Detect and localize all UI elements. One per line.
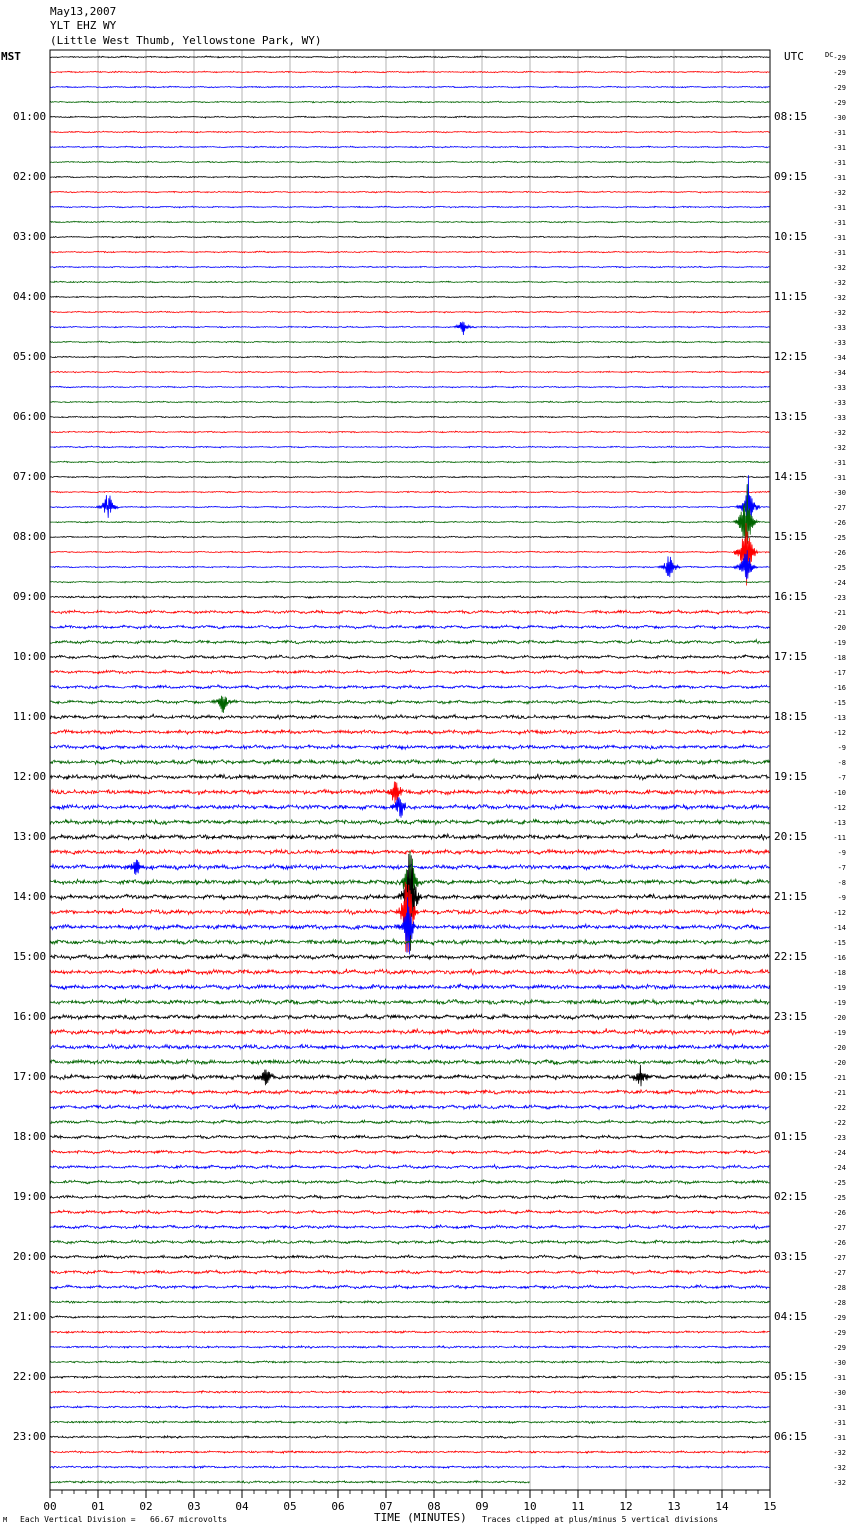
dc-offset-label: -28 xyxy=(833,1284,846,1292)
trace-row xyxy=(50,984,769,990)
dc-offset-label: -29 xyxy=(833,1314,846,1322)
trace-row xyxy=(50,1346,769,1349)
dc-offset-label: -9 xyxy=(837,894,846,902)
trace-row xyxy=(50,431,769,433)
dc-offset-label: -31 xyxy=(833,129,846,137)
trace-row xyxy=(50,56,769,58)
dc-offset-label: -23 xyxy=(833,1134,846,1142)
mst-hour-label: 23:00 xyxy=(13,1430,47,1443)
dc-offset-label: -19 xyxy=(833,999,846,1007)
trace-row xyxy=(50,491,769,493)
dc-offset-label: -32 xyxy=(833,1464,846,1472)
scale-note: Each Vertical Division = 66.67 microvolts xyxy=(20,1515,228,1524)
x-tick-label: 07 xyxy=(379,1500,393,1513)
trace-row xyxy=(50,401,769,403)
mst-hour-label: 10:00 xyxy=(13,650,47,663)
trace-row xyxy=(50,1028,769,1035)
trace-row xyxy=(50,116,769,118)
utc-hour-label: 20:15 xyxy=(774,830,808,843)
mst-hour-label: 19:00 xyxy=(13,1190,47,1203)
trace-row xyxy=(50,596,769,599)
dc-offset-label: -21 xyxy=(833,1089,846,1097)
dc-offset-label: -25 xyxy=(833,564,846,572)
x-tick-label: 15 xyxy=(763,1500,777,1513)
trace-row xyxy=(50,696,769,713)
x-tick-label: 09 xyxy=(475,1500,489,1513)
dc-offset-label: -29 xyxy=(833,54,846,62)
dc-offset-label: -31 xyxy=(833,249,846,257)
dc-offset-label: -17 xyxy=(833,669,846,677)
dc-offset-label: -16 xyxy=(833,684,846,692)
trace-row xyxy=(50,730,769,735)
utc-hour-label: 15:15 xyxy=(774,530,808,543)
dc-offset-label: -13 xyxy=(833,714,846,722)
utc-hour-label: 00:15 xyxy=(774,1070,808,1083)
dc-offset-label: -18 xyxy=(833,654,846,662)
dc-offset-label: -26 xyxy=(833,1239,846,1247)
trace-row xyxy=(50,999,769,1005)
station-code: YLT EHZ WY xyxy=(50,19,117,32)
dc-offset-label: -31 xyxy=(833,1374,846,1382)
trace-row xyxy=(50,1316,769,1319)
trace-row xyxy=(50,176,769,178)
trace-row xyxy=(50,1014,769,1020)
trace-row xyxy=(50,461,769,463)
utc-hour-label: 10:15 xyxy=(774,230,808,243)
x-tick-label: 01 xyxy=(91,1500,105,1513)
trace-row xyxy=(50,819,769,825)
utc-hour-label: 13:15 xyxy=(774,410,808,423)
trace-row xyxy=(50,161,769,163)
trace-row xyxy=(50,1391,769,1394)
dc-offset-label: -29 xyxy=(833,99,846,107)
dc-offset-label: -16 xyxy=(833,954,846,962)
dc-offset-label: -26 xyxy=(833,1209,846,1217)
dc-offset-label: -15 xyxy=(833,699,846,707)
dc-offset-label: -27 xyxy=(833,1269,846,1277)
trace-row xyxy=(50,745,769,750)
dc-offset-label: -15 xyxy=(833,939,846,947)
trace-row xyxy=(50,581,769,583)
utc-hour-label: 02:15 xyxy=(774,1190,808,1203)
mst-hour-label: 08:00 xyxy=(13,530,47,543)
trace-row xyxy=(50,969,769,975)
dc-offset-label: -26 xyxy=(833,519,846,527)
utc-hour-label: 16:15 xyxy=(774,590,808,603)
x-tick-label: 08 xyxy=(427,1500,441,1513)
dc-offset-label: -24 xyxy=(833,1149,846,1157)
trace-row xyxy=(50,1044,769,1049)
trace-row xyxy=(50,1210,769,1214)
trace-row xyxy=(50,101,769,103)
trace-row xyxy=(50,1451,769,1454)
dc-offset-label: -32 xyxy=(833,264,846,272)
station-location: (Little West Thumb, Yellowstone Park, WY) xyxy=(50,34,322,47)
mst-hour-label: 20:00 xyxy=(13,1250,47,1263)
x-tick-label: 00 xyxy=(43,1500,57,1513)
dc-offset-label: -32 xyxy=(833,309,846,317)
dc-offset-label: -32 xyxy=(833,279,846,287)
trace-row xyxy=(50,1270,769,1274)
dc-offset-label: -27 xyxy=(833,504,846,512)
dc-offset-label: -31 xyxy=(833,1404,846,1412)
dc-offset-label: -25 xyxy=(833,534,846,542)
trace-row xyxy=(50,1240,769,1244)
dc-offset-label: -25 xyxy=(833,1179,846,1187)
x-tick-label: 04 xyxy=(235,1500,249,1513)
x-tick-label: 14 xyxy=(715,1500,729,1513)
dc-offset-label: -34 xyxy=(833,354,846,362)
trace-row xyxy=(50,625,769,629)
dc-offset-label: -30 xyxy=(833,1359,846,1367)
dc-offset-label: -19 xyxy=(833,984,846,992)
dc-offset-label: -31 xyxy=(833,159,846,167)
dc-offset-label: -33 xyxy=(833,414,846,422)
dc-offset-label: -33 xyxy=(833,339,846,347)
trace-row xyxy=(50,86,769,88)
dc-offset-label: -29 xyxy=(833,84,846,92)
mst-hour-label: 18:00 xyxy=(13,1130,47,1143)
dc-offset-label: -31 xyxy=(833,219,846,227)
dc-offset-label: -33 xyxy=(833,324,846,332)
dc-offset-label: -29 xyxy=(833,1329,846,1337)
seismic-traces xyxy=(50,56,769,1483)
mst-hour-label: 06:00 xyxy=(13,410,47,423)
dc-offset-label: -31 xyxy=(833,459,846,467)
dc-offset-label: -31 xyxy=(833,474,846,482)
trace-row xyxy=(50,523,769,585)
utc-hour-label: 19:15 xyxy=(774,770,808,783)
trace-row xyxy=(50,610,769,614)
dc-offset-label: -20 xyxy=(833,1059,846,1067)
utc-hour-label: 23:15 xyxy=(774,1010,808,1023)
dc-offset-label: -31 xyxy=(833,1419,846,1427)
utc-hour-label: 14:15 xyxy=(774,470,808,483)
plot-date: May13,2007 xyxy=(50,5,117,18)
dc-offset-label: -32 xyxy=(833,1449,846,1457)
dc-label: DC xyxy=(825,51,834,59)
mst-label: MST xyxy=(1,50,21,63)
utc-hour-label: 08:15 xyxy=(774,110,808,123)
dc-offset-label: -11 xyxy=(833,834,846,842)
trace-row xyxy=(50,322,769,335)
dc-offset-label: -31 xyxy=(833,1434,846,1442)
mst-hour-label: 21:00 xyxy=(13,1310,47,1323)
dc-offset-label: -13 xyxy=(833,819,846,827)
utc-hour-label: 03:15 xyxy=(774,1250,808,1263)
utc-hour-label: 17:15 xyxy=(774,650,808,663)
trace-row xyxy=(50,484,769,555)
trace-row xyxy=(50,1104,769,1110)
trace-row xyxy=(50,1135,769,1139)
utc-hour-label: 06:15 xyxy=(774,1430,808,1443)
trace-row xyxy=(50,446,769,448)
dc-offset-label: -30 xyxy=(833,489,846,497)
dc-offset-label: -19 xyxy=(833,1029,846,1037)
trace-row xyxy=(50,536,769,538)
mst-hour-label: 05:00 xyxy=(13,350,47,363)
mst-hour-label: 03:00 xyxy=(13,230,47,243)
dc-offset-label: -20 xyxy=(833,1014,846,1022)
dc-offset-label: -9 xyxy=(837,744,846,752)
dc-offset-label: -32 xyxy=(833,429,846,437)
utc-hour-label: 21:15 xyxy=(774,890,808,903)
trace-row xyxy=(50,281,769,283)
trace-row xyxy=(50,655,769,659)
trace-row xyxy=(50,797,769,818)
mst-hour-label: 15:00 xyxy=(13,950,47,963)
dc-offset-label: -25 xyxy=(833,1194,846,1202)
trace-row xyxy=(50,1331,769,1333)
trace-row xyxy=(50,266,769,268)
utc-hour-label: 04:15 xyxy=(774,1310,808,1323)
x-tick-label: 03 xyxy=(187,1500,201,1513)
x-tick-label: 12 xyxy=(619,1500,633,1513)
mst-hour-label: 04:00 xyxy=(13,290,47,303)
dc-offset-label: -19 xyxy=(833,639,846,647)
trace-row xyxy=(50,311,769,313)
dc-offset-label: -32 xyxy=(833,444,846,452)
mst-hour-label: 16:00 xyxy=(13,1010,47,1023)
trace-row xyxy=(50,71,769,73)
trace-row xyxy=(50,221,769,223)
dc-offset-label: -32 xyxy=(833,189,846,197)
x-tick-label: 13 xyxy=(667,1500,681,1513)
trace-row xyxy=(50,206,769,208)
trace-row xyxy=(50,191,769,193)
dc-offset-label: -12 xyxy=(833,909,846,917)
mst-hour-label: 22:00 xyxy=(13,1370,47,1383)
mst-hour-label: 02:00 xyxy=(13,170,47,183)
trace-row xyxy=(50,236,769,238)
dc-offset-label: -21 xyxy=(833,1074,846,1082)
trace-row xyxy=(50,1301,769,1304)
utc-hour-label: 12:15 xyxy=(774,350,808,363)
trace-row xyxy=(50,1466,769,1468)
dc-offset-label: -34 xyxy=(833,369,846,377)
mst-hour-label: 09:00 xyxy=(13,590,47,603)
dc-offset-label: -21 xyxy=(833,609,846,617)
mst-hour-label: 17:00 xyxy=(13,1070,47,1083)
dc-offset-label: -20 xyxy=(833,624,846,632)
dc-offset-label: -31 xyxy=(833,174,846,182)
dc-offset-label: -33 xyxy=(833,384,846,392)
trace-row xyxy=(50,1406,769,1408)
mst-hour-label: 13:00 xyxy=(13,830,47,843)
mst-hour-label: 07:00 xyxy=(13,470,47,483)
trace-row xyxy=(50,1421,769,1423)
trace-row xyxy=(50,341,769,343)
x-axis-ticks xyxy=(50,1490,770,1498)
trace-row xyxy=(50,296,769,298)
trace-row xyxy=(50,773,769,779)
mst-hour-label: 14:00 xyxy=(13,890,47,903)
dc-offset-label: -9 xyxy=(837,849,846,857)
x-tick-label: 02 xyxy=(139,1500,153,1513)
dc-offset-label: -22 xyxy=(833,1104,846,1112)
dc-offset-label: -7 xyxy=(837,864,846,872)
utc-label: UTC xyxy=(784,50,804,63)
utc-hour-label: 22:15 xyxy=(774,950,808,963)
trace-row xyxy=(50,954,769,959)
dc-offset-label: -12 xyxy=(833,729,846,737)
dc-offset-label: -31 xyxy=(833,204,846,212)
trace-row xyxy=(50,1436,769,1439)
dc-offset-label: -32 xyxy=(833,1479,846,1487)
x-tick-label: 11 xyxy=(571,1500,585,1513)
dc-offset-label: -29 xyxy=(833,69,846,77)
trace-row xyxy=(50,1255,769,1259)
dc-offset-label: -27 xyxy=(833,1254,846,1262)
x-axis-title: TIME (MINUTES) xyxy=(374,1511,467,1524)
dc-offset-label: -7 xyxy=(837,774,846,782)
trace-row xyxy=(50,131,769,133)
utc-hour-label: 05:15 xyxy=(774,1370,808,1383)
trace-row xyxy=(50,1195,769,1199)
trace-row xyxy=(50,640,769,644)
mst-hour-label: 12:00 xyxy=(13,770,47,783)
dc-offset-label: -29 xyxy=(833,1344,846,1352)
utc-hour-label: 11:15 xyxy=(774,290,808,303)
trace-row xyxy=(50,1361,769,1363)
clip-note: Traces clipped at plus/minus 5 vertical divisions xyxy=(482,1515,719,1524)
trace-row xyxy=(50,1376,769,1379)
x-tick-label: 06 xyxy=(331,1500,345,1513)
trace-row xyxy=(50,833,769,840)
trace-row xyxy=(50,670,769,674)
dc-offset-label: -31 xyxy=(833,234,846,242)
trace-row xyxy=(50,251,769,253)
trace-row xyxy=(50,416,769,418)
dc-offset-label: -8 xyxy=(837,759,846,767)
trace-row xyxy=(50,1059,769,1065)
dc-offset-label: -18 xyxy=(833,969,846,977)
dc-offset-label: -22 xyxy=(833,1119,846,1127)
dc-offset-label: -20 xyxy=(833,1044,846,1052)
dc-offset-label: -8 xyxy=(837,879,846,887)
trace-row xyxy=(50,1065,769,1086)
x-tick-label: 10 xyxy=(523,1500,537,1513)
mst-hour-label: 11:00 xyxy=(13,710,47,723)
minute-gridlines xyxy=(98,50,722,1490)
dc-offset-label: -32 xyxy=(833,294,846,302)
trace-row xyxy=(50,146,769,148)
trace-row xyxy=(50,550,769,579)
trace-row xyxy=(50,714,769,720)
utc-hour-label: 09:15 xyxy=(774,170,808,183)
trace-row xyxy=(50,475,769,528)
dc-offset-label: -30 xyxy=(833,114,846,122)
mst-hour-label: 01:00 xyxy=(13,110,47,123)
dc-offset-label: -26 xyxy=(833,549,846,557)
trace-row xyxy=(50,1120,769,1124)
trace-row xyxy=(50,1150,769,1154)
trace-row xyxy=(50,1225,769,1229)
trace-row xyxy=(50,1165,769,1169)
dc-offset-label: -24 xyxy=(833,1164,846,1172)
trace-row xyxy=(50,759,769,765)
dc-offset-label: -28 xyxy=(833,1299,846,1307)
trace-row xyxy=(50,782,769,804)
dc-offset-label: -30 xyxy=(833,1389,846,1397)
dc-offset-label: -14 xyxy=(833,924,846,932)
trace-row xyxy=(50,386,769,388)
trace-row xyxy=(50,371,769,373)
trace-row xyxy=(50,685,769,689)
trace-row xyxy=(50,356,769,358)
trace-row xyxy=(50,1285,769,1289)
dc-offset-label: -33 xyxy=(833,399,846,407)
dc-offset-label: -12 xyxy=(833,804,846,812)
dc-offset-label: -24 xyxy=(833,579,846,587)
dc-offset-label: -27 xyxy=(833,1224,846,1232)
trace-row xyxy=(50,476,769,478)
corner-mark: M xyxy=(3,1516,8,1524)
trace-row xyxy=(50,1090,769,1095)
dc-offset-label: -23 xyxy=(833,594,846,602)
dc-offset-label: -31 xyxy=(833,144,846,152)
utc-hour-label: 18:15 xyxy=(774,710,808,723)
x-tick-label: 05 xyxy=(283,1500,297,1513)
utc-hour-label: 01:15 xyxy=(774,1130,808,1143)
plot-frame xyxy=(50,50,770,1490)
dc-offset-label: -10 xyxy=(833,789,846,797)
trace-row xyxy=(50,1180,769,1184)
